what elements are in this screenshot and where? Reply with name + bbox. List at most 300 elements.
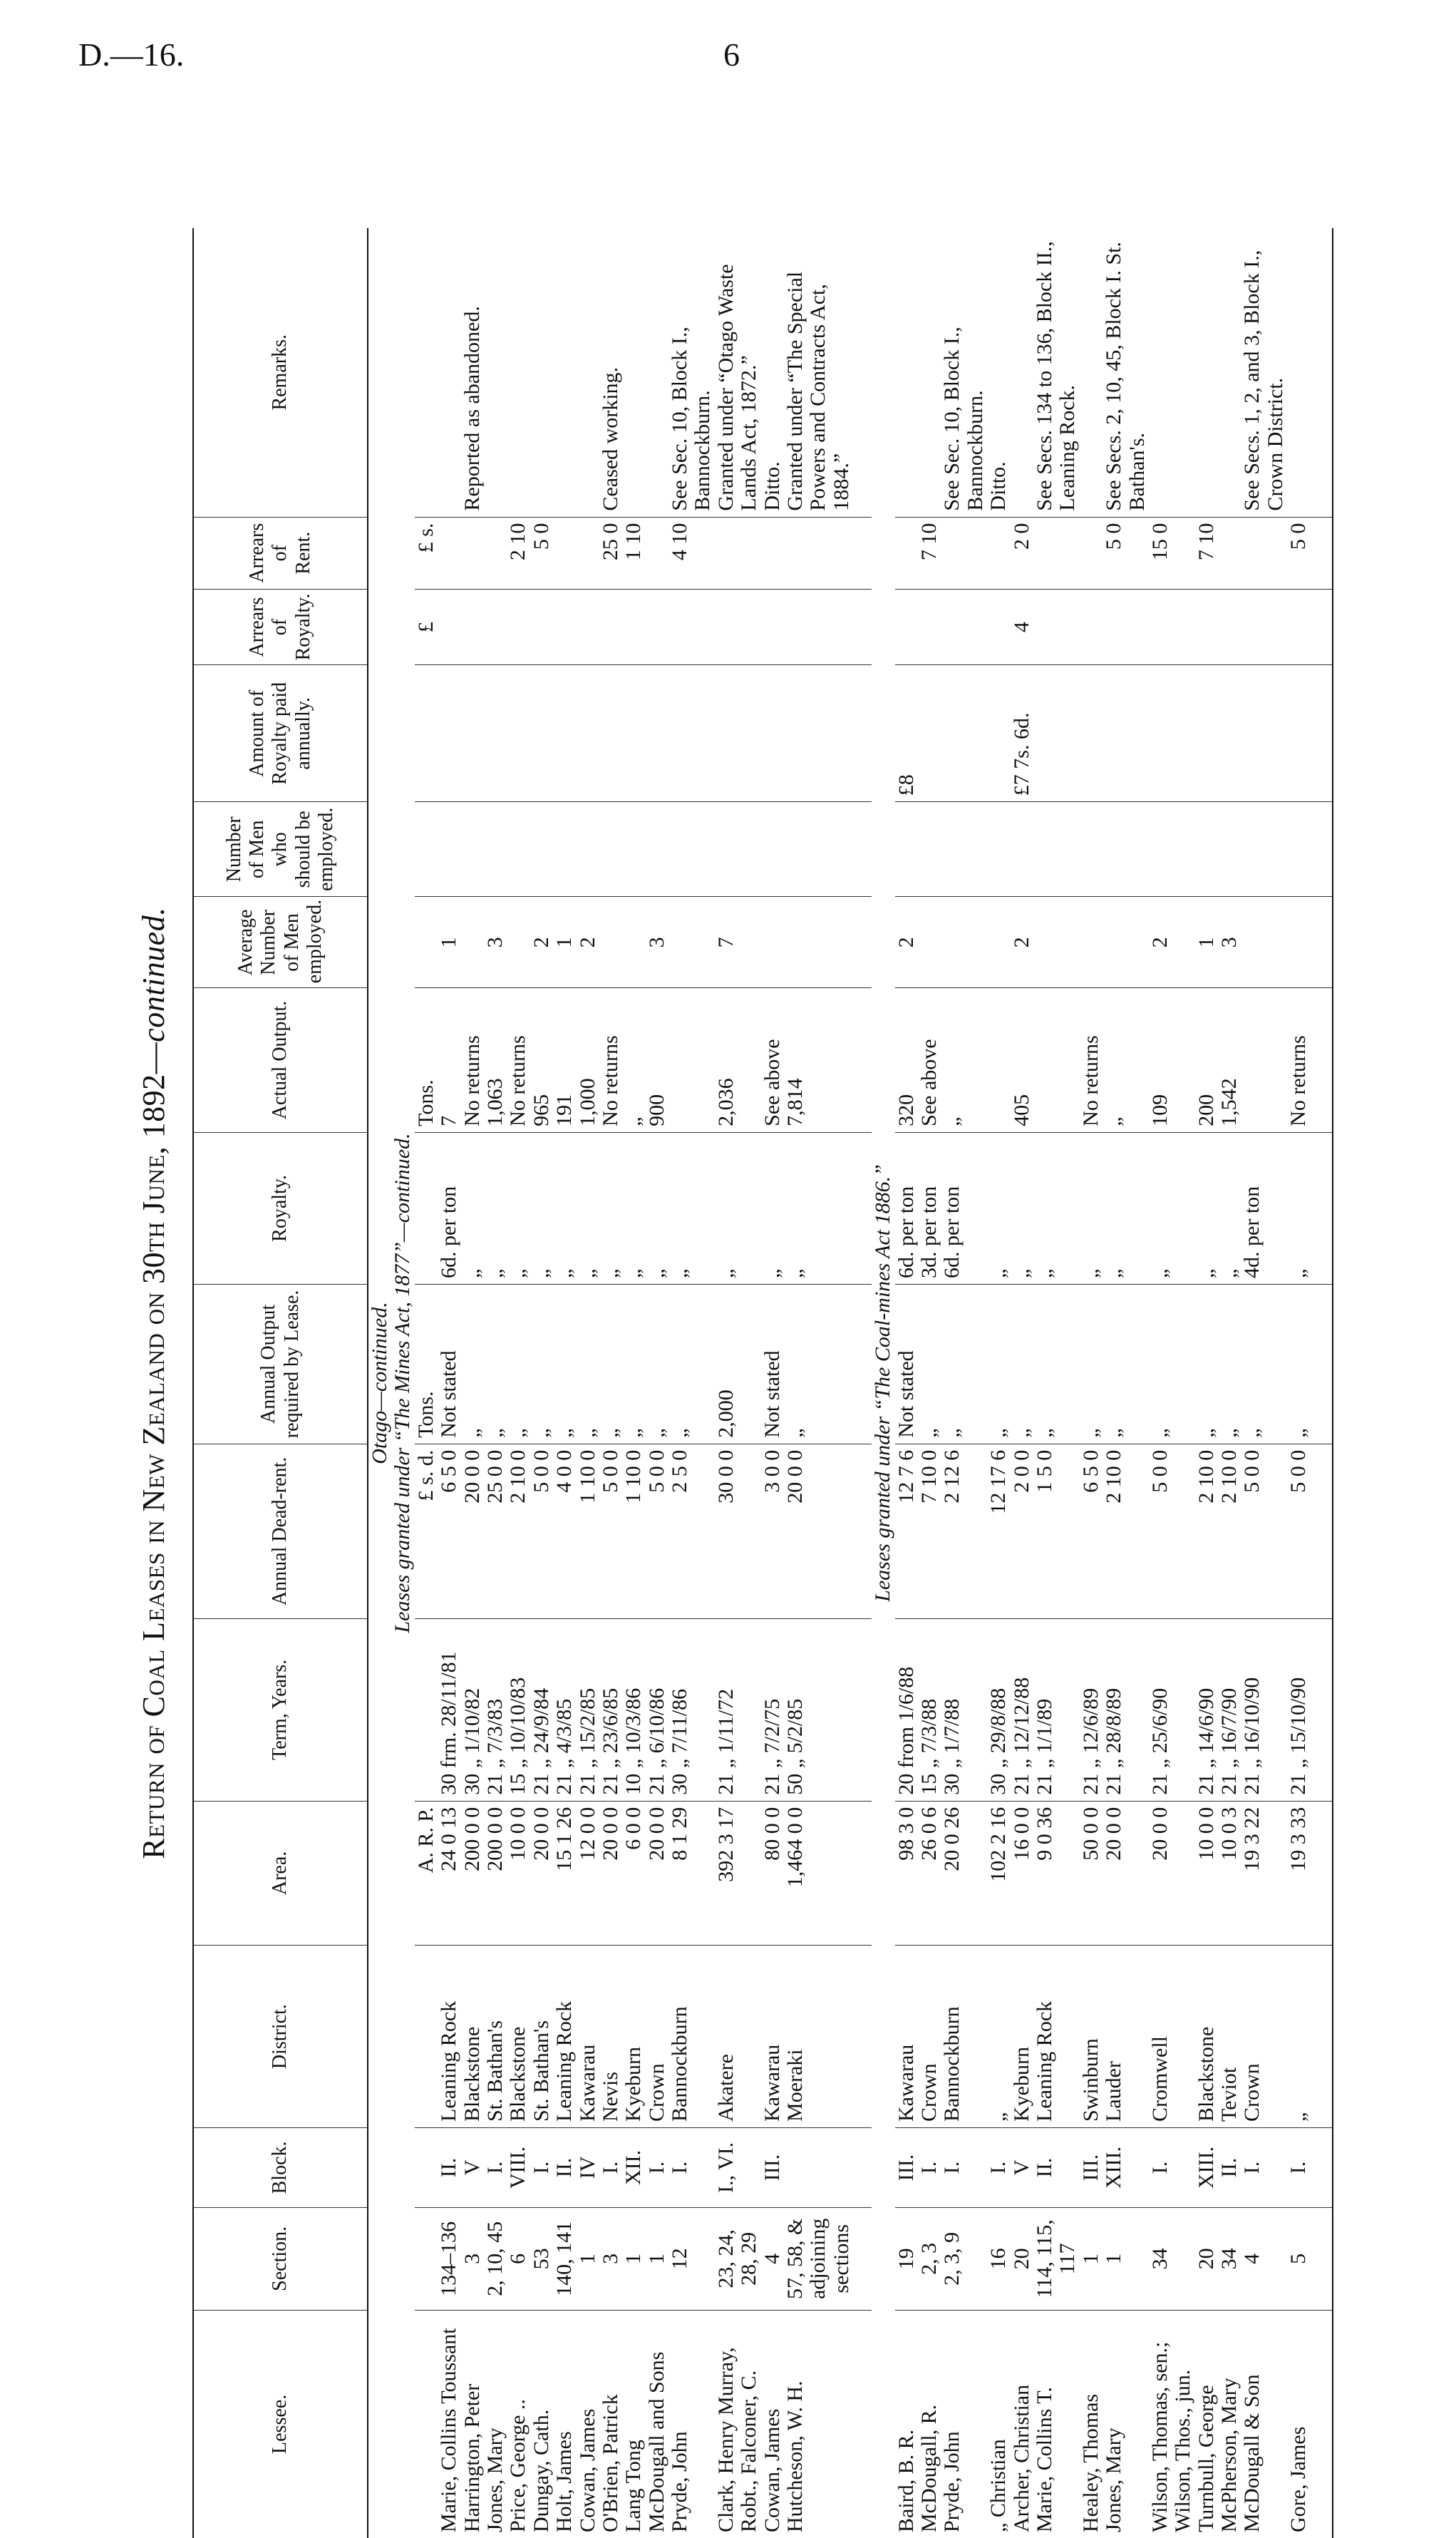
cell-arrears-rent: 2 0: [1011, 517, 1033, 589]
cell-dead-rent: 12 17 6: [987, 1444, 1010, 1618]
cell-output-required: Not stated: [761, 1284, 784, 1444]
table-row: [1080, 228, 1103, 2538]
cell-block: I.: [1241, 2127, 1287, 2207]
cell-royalty-paid: [646, 665, 668, 802]
cell-men-req: [438, 802, 460, 897]
cell-section: 1: [1080, 2207, 1103, 2310]
cell-term: 10 „ 10/3/86: [622, 1618, 645, 1801]
cell-block: I.: [484, 2127, 507, 2207]
cell-dead-rent: 1 5 0: [1033, 1444, 1080, 1618]
cell-area: 16 0 0: [1011, 1801, 1033, 1946]
cell-section: 16: [987, 2207, 1010, 2310]
cell-remarks: See Secs. 1, 2, and 3, Block I., Crown District.: [1240, 250, 1287, 511]
cell-term: 21 „ 28/8/89: [1103, 1618, 1149, 1801]
cell-men-avg: [1103, 897, 1149, 988]
cell-lessee: Jones, Mary: [1103, 2310, 1149, 2538]
cell-section: 2, 3: [918, 2207, 941, 2310]
cell-remarks: [507, 228, 530, 517]
cell-arrears-royalty: [507, 589, 530, 665]
cell-term: 21 „ 12/6/89: [1080, 1618, 1103, 1801]
cell-section: 6: [507, 2207, 530, 2310]
cell-lessee: Marie, Collins T.: [1033, 2310, 1080, 2538]
cell-men-avg: 3: [484, 897, 507, 988]
cell-arrears-royalty: [599, 589, 622, 665]
cell-actual-output: [987, 988, 1010, 1133]
column-header-district: District.: [193, 1946, 368, 2128]
table-row: [577, 228, 599, 2538]
table-row: [461, 228, 484, 2538]
cell-lessee: McDougall and Sons: [646, 2310, 668, 2538]
cell-area: 20 0 26: [941, 1801, 987, 1946]
cell-area: 20 0 0: [530, 1801, 553, 1946]
cell-men-req: [553, 802, 576, 897]
cell-men-avg: [622, 897, 645, 988]
cell-lessee: Marie, Collins Toussant: [438, 2310, 460, 2538]
cell-men-avg: [1080, 897, 1103, 988]
cell-remarks: [1080, 228, 1103, 517]
cell-lessee: Price, George ..: [507, 2310, 530, 2538]
cell-lessee: McDougall & Son: [1241, 2310, 1287, 2538]
cell-royalty-paid: [941, 665, 987, 802]
cell-block: III.: [1080, 2127, 1103, 2207]
cell-royalty-paid: [918, 665, 941, 802]
cell-actual-output: No returns: [461, 988, 484, 1133]
cell-men-req: [715, 802, 761, 897]
cell-dead-rent: 1 10 0: [577, 1444, 599, 1618]
cell-royalty-paid: [461, 665, 484, 802]
cell-men-req: [1149, 802, 1195, 897]
cell-royalty-paid: [577, 665, 599, 802]
cell-section: 34: [1218, 2207, 1241, 2310]
cell-arrears-rent: [1080, 517, 1103, 589]
table-row: [941, 228, 987, 2538]
cell-output-required: „: [599, 1284, 622, 1444]
cell-output-required: „: [1195, 1284, 1218, 1444]
cell-area: 200 0 0: [461, 1801, 484, 1946]
cell-royalty-paid: [761, 665, 784, 802]
cell-arrears-royalty: [577, 589, 599, 665]
cell-royalty-paid: [1149, 665, 1195, 802]
cell-royalty: „: [1033, 1132, 1080, 1284]
cell-royalty: „: [1195, 1132, 1218, 1284]
cell-dead-rent: 3 0 0: [761, 1444, 784, 1618]
unit-arrears-rent: £ s.: [415, 517, 438, 589]
column-header-men-avg: Average Number of Men employed.: [193, 897, 368, 988]
cell-district: Swinburn: [1080, 1946, 1103, 2128]
cell-block: I.: [1149, 2127, 1195, 2207]
table-row: [918, 228, 941, 2538]
table-row: [1195, 228, 1218, 2538]
cell-arrears-rent: 25 0: [599, 517, 622, 589]
section-heading-row: [368, 228, 391, 2538]
column-header-arrears-royalty: Arrears of Royalty.: [193, 589, 368, 665]
cell-actual-output: 900: [646, 988, 668, 1133]
cell-royalty-paid: [1103, 665, 1149, 802]
cell-area: 10 0 0: [1195, 1801, 1218, 1946]
cell-term: 15 „ 7/3/88: [918, 1618, 941, 1801]
cell-dead-rent: 5 0 0: [646, 1444, 668, 1618]
cell-district: Leaning Rock: [1033, 1946, 1080, 2128]
cell-lessee: Holt, James: [553, 2310, 576, 2538]
cell-output-required: „: [784, 1284, 853, 1444]
cell-term: 21 „ 1/1/89: [1033, 1618, 1080, 1801]
cell-dead-rent: 5 0 0: [1149, 1444, 1195, 1618]
cell-dead-rent: 5 0 0: [530, 1444, 553, 1618]
cell-arrears-royalty: [484, 589, 507, 665]
cell-section: 4: [761, 2207, 784, 2310]
cell-arrears-rent: [941, 517, 987, 589]
cell-arrears-rent: [761, 517, 784, 589]
cell-term: 21 „ 4/3/85: [553, 1618, 576, 1801]
cell-area: 392 3 17: [715, 1801, 761, 1946]
cell-royalty: „: [1103, 1132, 1149, 1284]
cell-remarks: Reported as abandoned.: [460, 306, 484, 511]
cell-area: 26 0 6: [918, 1801, 941, 1946]
cell-arrears-rent: [438, 517, 460, 589]
cell-district: Leaning Rock: [438, 1946, 460, 2128]
cell-royalty: „: [987, 1132, 1010, 1284]
cell-term: 21 „ 23/6/85: [599, 1618, 622, 1801]
cell-lessee: Cowan, James: [577, 2310, 599, 2538]
unit-dead-rent: £ s. d.: [415, 1444, 438, 1618]
cell-royalty: „: [646, 1132, 668, 1284]
cell-men-avg: [1287, 897, 1310, 988]
cell-district: Kyeburn: [1011, 1946, 1033, 2128]
cell-output-required: „: [622, 1284, 645, 1444]
cell-output-required: Not stated: [895, 1284, 918, 1444]
cell-dead-rent: 1 10 0: [622, 1444, 645, 1618]
cell-royalty-paid: [438, 665, 460, 802]
cell-men-req: [1241, 802, 1287, 897]
cell-arrears-royalty: [715, 589, 761, 665]
cell-dead-rent: 20 0 0: [784, 1444, 853, 1618]
cell-lessee: Healey, Thomas: [1080, 2310, 1103, 2538]
cell-actual-output: No returns: [599, 988, 622, 1133]
cell-remarks: [1287, 228, 1310, 517]
cell-area: 19 3 22: [1241, 1801, 1287, 1946]
cell-output-required: „: [1011, 1284, 1033, 1444]
cell-lessee: Jones, Mary: [484, 2310, 507, 2538]
cell-output-required: „: [1218, 1284, 1241, 1444]
cell-remarks: Granted under “Otago Waste Lands Act, 1872.”: [713, 264, 761, 511]
cell-men-avg: 3: [646, 897, 668, 988]
cell-lessee: Dungay, Cath.: [530, 2310, 553, 2538]
cell-actual-output: 1,542: [1218, 988, 1241, 1133]
cell-section: 1: [622, 2207, 645, 2310]
cell-district: Bannockburn: [668, 1946, 715, 2128]
cell-royalty: „: [1149, 1132, 1195, 1284]
cell-district: Crown: [918, 1946, 941, 2128]
cell-output-required: „: [1033, 1284, 1080, 1444]
cell-men-avg: [599, 897, 622, 988]
cell-block: I.: [918, 2127, 941, 2207]
cell-remarks: [1195, 228, 1218, 517]
table-row: [438, 228, 460, 2538]
table-row: [1033, 228, 1080, 2538]
unit-actual-output: Tons.: [415, 988, 438, 1133]
table-row: [895, 228, 918, 2538]
cell-arrears-royalty: [1241, 589, 1287, 665]
cell-section: 34: [1149, 2207, 1195, 2310]
cell-arrears-rent: [577, 517, 599, 589]
cell-actual-output: [1241, 988, 1287, 1133]
cell-area: 10 0 3: [1218, 1801, 1241, 1946]
cell-arrears-royalty: [1287, 589, 1310, 665]
cell-actual-output: 7,814: [784, 988, 853, 1133]
cell-men-req: [622, 802, 645, 897]
cell-actual-output: No returns: [1287, 988, 1310, 1133]
cell-output-required: „: [577, 1284, 599, 1444]
cell-section: 3: [461, 2207, 484, 2310]
cell-arrears-rent: [1033, 517, 1080, 589]
cell-term: 21 „ 7/3/83: [484, 1618, 507, 1801]
cell-arrears-royalty: [1149, 589, 1195, 665]
cell-arrears-rent: 5 0: [1287, 517, 1310, 589]
cell-actual-output: 1,063: [484, 988, 507, 1133]
cell-block: I.: [599, 2127, 622, 2207]
cell-royalty-paid: [715, 665, 761, 802]
cell-section: 4: [1241, 2207, 1287, 2310]
cell-arrears-royalty: [461, 589, 484, 665]
cell-lessee: Hutcheson, W. H.: [784, 2310, 853, 2538]
cell-men-avg: [668, 897, 715, 988]
table-row: [1103, 228, 1149, 2538]
cell-dead-rent: 6 5 0: [438, 1444, 460, 1618]
column-header-actual-output: Actual Output.: [193, 988, 368, 1133]
cell-area: 9 0 36: [1033, 1801, 1080, 1946]
cell-royalty: 6d. per ton: [941, 1132, 987, 1284]
cell-men-req: [1287, 802, 1310, 897]
cell-royalty-paid: £8: [895, 665, 918, 802]
cell-district: Akatere: [715, 1946, 761, 2128]
cell-term: 21 „ 1/11/72: [715, 1618, 761, 1801]
cell-district: „: [987, 1946, 1010, 2128]
cell-section: 5: [1287, 2207, 1310, 2310]
table-row: [987, 228, 1010, 2538]
table-row: [761, 228, 784, 2538]
cell-arrears-rent: 4 10: [668, 517, 715, 589]
cell-men-req: [1080, 802, 1103, 897]
cell-district: „: [1287, 1946, 1310, 2128]
cell-actual-output: 109: [1149, 988, 1195, 1133]
cell-output-required: „: [530, 1284, 553, 1444]
cell-men-avg: 3: [1218, 897, 1241, 988]
cell-royalty-paid: [484, 665, 507, 802]
cell-area: 20 0 0: [646, 1801, 668, 1946]
cell-block: III.: [761, 2127, 784, 2207]
cell-lessee: Lang Tong: [622, 2310, 645, 2538]
cell-section: 140, 141: [553, 2207, 576, 2310]
cell-royalty-paid: [553, 665, 576, 802]
cell-arrears-rent: 15 0: [1149, 517, 1195, 589]
cell-arrears-rent: [715, 517, 761, 589]
cell-men-req: [1218, 802, 1241, 897]
cell-term: 21 „ 6/10/86: [646, 1618, 668, 1801]
cell-section: 23, 24, 28, 29: [715, 2207, 761, 2310]
cell-dead-rent: 6 5 0: [1080, 1444, 1103, 1618]
cell-men-avg: [1033, 897, 1080, 988]
cell-block: I.: [987, 2127, 1010, 2207]
cell-output-required: „: [1287, 1284, 1310, 1444]
cell-lessee: Gore, James: [1287, 2310, 1310, 2538]
cell-output-required: „: [1103, 1284, 1149, 1444]
cell-arrears-royalty: [553, 589, 576, 665]
cell-arrears-rent: 5 0: [1103, 517, 1149, 589]
cell-men-req: [1033, 802, 1080, 897]
cell-section: 1: [646, 2207, 668, 2310]
cell-royalty-paid: [530, 665, 553, 802]
column-header-section: Section.: [193, 2207, 368, 2310]
cell-block: II.: [553, 2127, 576, 2207]
cell-men-req: [599, 802, 622, 897]
cell-dead-rent: 4 0 0: [553, 1444, 576, 1618]
cell-remarks: See Sec. 10, Block I., Bannockburn.: [940, 327, 987, 511]
cell-term: 50 „ 5/2/85: [784, 1618, 853, 1801]
cell-remarks: [553, 228, 576, 517]
cell-dead-rent: 7 10 0: [918, 1444, 941, 1618]
column-header-royalty: Royalty.: [193, 1132, 368, 1284]
cell-actual-output: „: [1103, 988, 1149, 1133]
document-title: [135, 228, 172, 2538]
cell-remarks: See Secs. 2, 10, 45, Block I. St. Bathan's.: [1102, 242, 1149, 511]
cell-output-required: Not stated: [438, 1284, 460, 1444]
cell-arrears-royalty: [987, 589, 1010, 665]
cell-remarks: [438, 228, 460, 517]
cell-district: St. Bathan's: [484, 1946, 507, 2128]
cell-area: 8 1 29: [668, 1801, 715, 1946]
cell-royalty-paid: [1195, 665, 1218, 802]
cell-remarks: Ditto.: [986, 461, 1011, 511]
cell-royalty: „: [1080, 1132, 1103, 1284]
table-row: [599, 228, 622, 2538]
cell-term: 21 „ 15/2/85: [577, 1618, 599, 1801]
cell-royalty-paid: [599, 665, 622, 802]
cell-dead-rent: 25 0 0: [484, 1444, 507, 1618]
cell-actual-output: 2,036: [715, 988, 761, 1133]
cell-area: 20 0 0: [1103, 1801, 1149, 1946]
section-heading-row: [872, 228, 894, 2538]
cell-men-req: [484, 802, 507, 897]
table-row: [622, 228, 645, 2538]
cell-royalty: „: [1218, 1132, 1241, 1284]
column-header-term: Term, Years.: [193, 1618, 368, 1801]
cell-section: 53: [530, 2207, 553, 2310]
column-header-arrears-rent: Arrears of Rent.: [193, 517, 368, 589]
column-header-output-required: Annual Output required by Lease.: [193, 1284, 368, 1444]
cell-dead-rent: 2 10 0: [1195, 1444, 1218, 1618]
cell-royalty-paid: [1080, 665, 1103, 802]
cell-section: 134–136: [438, 2207, 460, 2310]
cell-district: Moeraki: [784, 1946, 853, 2128]
cell-district: Kawarau: [577, 1946, 599, 2128]
cell-actual-output: [1033, 988, 1080, 1133]
table-row: [784, 228, 853, 2538]
rotated-page-content: [135, 228, 1347, 2538]
table-row: [1011, 228, 1033, 2538]
cell-district: St. Bathan's: [530, 1946, 553, 2128]
cell-arrears-rent: [484, 517, 507, 589]
cell-remarks: Granted under “The Special Powers and Contracts Act, 1884.”: [783, 271, 853, 511]
cell-men-avg: [918, 897, 941, 988]
cell-block: IV: [577, 2127, 599, 2207]
cell-actual-output: See above: [918, 988, 941, 1133]
cell-dead-rent: 5 0 0: [1241, 1444, 1287, 1618]
cell-district: Blackstone: [507, 1946, 530, 2128]
cell-dead-rent: 2 10 0: [1218, 1444, 1241, 1618]
cell-arrears-royalty: [895, 589, 918, 665]
cell-royalty: „: [784, 1132, 853, 1284]
cell-term: 21 „ 25/6/90: [1149, 1618, 1195, 1801]
cell-remarks: Ditto.: [760, 461, 784, 511]
cell-dead-rent: 2 0 0: [1011, 1444, 1033, 1618]
cell-lessee: Baird, B. R.: [895, 2310, 918, 2538]
cell-section: 12: [668, 2207, 715, 2310]
cell-district: Kawarau: [895, 1946, 918, 2128]
cell-men-req: [918, 802, 941, 897]
cell-section: 19: [895, 2207, 918, 2310]
cell-royalty: „: [461, 1132, 484, 1284]
cell-output-required: „: [484, 1284, 507, 1444]
header-row: [193, 228, 368, 2538]
cell-block: I.: [941, 2127, 987, 2207]
cell-block: V: [461, 2127, 484, 2207]
cell-section: 1: [577, 2207, 599, 2310]
section-heading-region: Otago—continued.: [368, 1302, 391, 1464]
cell-men-req: [530, 802, 553, 897]
cell-lessee: Pryde, John: [668, 2310, 715, 2538]
cell-district: Cromwell: [1149, 1946, 1195, 2128]
cell-arrears-royalty: [530, 589, 553, 665]
cell-royalty: „: [599, 1132, 622, 1284]
cell-output-required: „: [461, 1284, 484, 1444]
cell-district: Nevis: [599, 1946, 622, 2128]
cell-actual-output: [668, 988, 715, 1133]
section-heading-act: Leases granted under “The Coal-mines Act 1886.”: [871, 1164, 895, 1602]
cell-remarks: [1011, 228, 1033, 517]
cell-term: 30 „ 1/7/88: [941, 1618, 987, 1801]
cell-royalty-paid: [507, 665, 530, 802]
cell-term: 21 „ 16/10/90: [1241, 1618, 1287, 1801]
cell-men-avg: 2: [895, 897, 918, 988]
cell-term: 30 frm. 28/11/81: [438, 1618, 460, 1801]
cell-arrears-rent: [895, 517, 918, 589]
cell-output-required: 2,000: [715, 1284, 761, 1444]
cell-men-avg: 2: [577, 897, 599, 988]
cell-men-req: [895, 802, 918, 897]
cell-dead-rent: 2 5 0: [668, 1444, 715, 1618]
cell-actual-output: „: [622, 988, 645, 1133]
cell-arrears-royalty: 4: [1011, 589, 1033, 665]
cell-lessee: Pryde, John: [941, 2310, 987, 2538]
cell-district: Lauder: [1103, 1946, 1149, 2128]
cell-actual-output: „: [941, 988, 987, 1133]
cell-output-required: „: [553, 1284, 576, 1444]
cell-lessee: McPherson, Mary: [1218, 2310, 1241, 2538]
cell-arrears-rent: 7 10: [1195, 517, 1218, 589]
cell-area: 102 2 16: [987, 1801, 1010, 1946]
cell-output-required: „: [1080, 1284, 1103, 1444]
cell-section: 114, 115, 117: [1033, 2207, 1080, 2310]
cell-royalty: 6d. per ton: [895, 1132, 918, 1284]
cell-section: 1: [1103, 2207, 1149, 2310]
cell-royalty: „: [715, 1132, 761, 1284]
table-row: [1241, 228, 1287, 2538]
cell-lessee: McDougall, R.: [918, 2310, 941, 2538]
cell-remarks: [646, 228, 668, 517]
section-heading-row: [391, 228, 414, 2538]
cell-area: 19 3 33: [1287, 1801, 1310, 1946]
cell-area: 200 0 0: [484, 1801, 507, 1946]
